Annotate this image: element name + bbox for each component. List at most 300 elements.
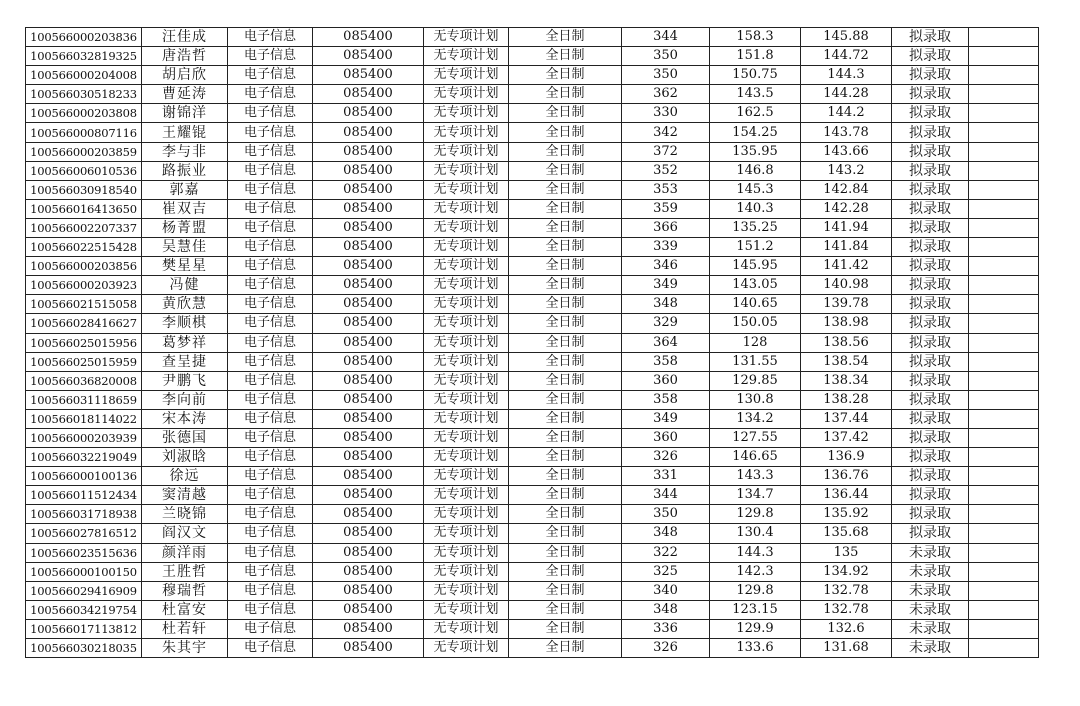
plan-cell: 无专项计划 bbox=[424, 524, 509, 543]
status-cell: 拟录取 bbox=[892, 104, 969, 123]
total-score-cell: 134.92 bbox=[801, 562, 892, 581]
study-mode-cell: 全日制 bbox=[509, 639, 622, 658]
table-row bbox=[26, 543, 1039, 562]
name-cell: 朱其宇 bbox=[142, 639, 228, 658]
major-code-cell: 085400 bbox=[313, 47, 424, 66]
initial-score-cell: 346 bbox=[622, 257, 710, 276]
major-cell: 电子信息 bbox=[228, 28, 313, 47]
retest-score-cell: 131.55 bbox=[710, 352, 801, 371]
major-cell: 电子信息 bbox=[228, 562, 313, 581]
exam-id-cell: 100566000203939 bbox=[26, 428, 142, 447]
exam-id-cell: 100566025015956 bbox=[26, 333, 142, 352]
total-score-cell: 138.54 bbox=[801, 352, 892, 371]
study-mode-cell: 全日制 bbox=[509, 218, 622, 237]
total-score-cell: 144.28 bbox=[801, 85, 892, 104]
retest-score-cell: 143.5 bbox=[710, 85, 801, 104]
note-cell bbox=[969, 161, 1039, 180]
initial-score-cell: 352 bbox=[622, 161, 710, 180]
plan-cell: 无专项计划 bbox=[424, 161, 509, 180]
table-row bbox=[26, 333, 1039, 352]
name-cell: 宋本涛 bbox=[142, 409, 228, 428]
name-cell: 徐远 bbox=[142, 467, 228, 486]
note-cell bbox=[969, 371, 1039, 390]
major-code-cell: 085400 bbox=[313, 639, 424, 658]
major-code-cell: 085400 bbox=[313, 199, 424, 218]
status-cell: 拟录取 bbox=[892, 486, 969, 505]
table-row bbox=[26, 142, 1039, 161]
note-cell bbox=[969, 505, 1039, 524]
name-cell: 李向前 bbox=[142, 390, 228, 409]
major-cell: 电子信息 bbox=[228, 180, 313, 199]
exam-id-cell: 100566028416627 bbox=[26, 314, 142, 333]
note-cell bbox=[969, 199, 1039, 218]
retest-score-cell: 143.3 bbox=[710, 467, 801, 486]
study-mode-cell: 全日制 bbox=[509, 28, 622, 47]
major-cell: 电子信息 bbox=[228, 619, 313, 638]
study-mode-cell: 全日制 bbox=[509, 314, 622, 333]
major-code-cell: 085400 bbox=[313, 562, 424, 581]
exam-id-cell: 100566032219049 bbox=[26, 448, 142, 467]
major-code-cell: 085400 bbox=[313, 238, 424, 257]
total-score-cell: 144.72 bbox=[801, 47, 892, 66]
study-mode-cell: 全日制 bbox=[509, 409, 622, 428]
major-code-cell: 085400 bbox=[313, 352, 424, 371]
note-cell bbox=[969, 180, 1039, 199]
initial-score-cell: 326 bbox=[622, 639, 710, 658]
exam-id-cell: 100566000807116 bbox=[26, 123, 142, 142]
note-cell bbox=[969, 333, 1039, 352]
study-mode-cell: 全日制 bbox=[509, 66, 622, 85]
exam-id-cell: 100566030518233 bbox=[26, 85, 142, 104]
exam-id-cell: 100566032819325 bbox=[26, 47, 142, 66]
total-score-cell: 135.68 bbox=[801, 524, 892, 543]
total-score-cell: 144.2 bbox=[801, 104, 892, 123]
status-cell: 拟录取 bbox=[892, 276, 969, 295]
major-cell: 电子信息 bbox=[228, 85, 313, 104]
note-cell bbox=[969, 142, 1039, 161]
note-cell bbox=[969, 524, 1039, 543]
name-cell: 王耀锟 bbox=[142, 123, 228, 142]
major-cell: 电子信息 bbox=[228, 238, 313, 257]
table-row bbox=[26, 66, 1039, 85]
exam-id-cell: 100566000203808 bbox=[26, 104, 142, 123]
status-cell: 拟录取 bbox=[892, 409, 969, 428]
total-score-cell: 135.92 bbox=[801, 505, 892, 524]
total-score-cell: 137.44 bbox=[801, 409, 892, 428]
plan-cell: 无专项计划 bbox=[424, 448, 509, 467]
total-score-cell: 140.98 bbox=[801, 276, 892, 295]
total-score-cell: 132.6 bbox=[801, 619, 892, 638]
retest-score-cell: 123.15 bbox=[710, 600, 801, 619]
major-code-cell: 085400 bbox=[313, 123, 424, 142]
status-cell: 拟录取 bbox=[892, 123, 969, 142]
total-score-cell: 142.84 bbox=[801, 180, 892, 199]
table-row bbox=[26, 47, 1039, 66]
retest-score-cell: 133.6 bbox=[710, 639, 801, 658]
status-cell: 拟录取 bbox=[892, 333, 969, 352]
plan-cell: 无专项计划 bbox=[424, 486, 509, 505]
initial-score-cell: 331 bbox=[622, 467, 710, 486]
status-cell: 拟录取 bbox=[892, 524, 969, 543]
retest-score-cell: 146.8 bbox=[710, 161, 801, 180]
initial-score-cell: 330 bbox=[622, 104, 710, 123]
exam-id-cell: 100566030218035 bbox=[26, 639, 142, 658]
major-code-cell: 085400 bbox=[313, 295, 424, 314]
name-cell: 樊星星 bbox=[142, 257, 228, 276]
note-cell bbox=[969, 47, 1039, 66]
initial-score-cell: 322 bbox=[622, 543, 710, 562]
study-mode-cell: 全日制 bbox=[509, 142, 622, 161]
exam-id-cell: 100566022515428 bbox=[26, 238, 142, 257]
major-cell: 电子信息 bbox=[228, 600, 313, 619]
total-score-cell: 144.3 bbox=[801, 66, 892, 85]
total-score-cell: 136.44 bbox=[801, 486, 892, 505]
name-cell: 李顺棋 bbox=[142, 314, 228, 333]
plan-cell: 无专项计划 bbox=[424, 409, 509, 428]
name-cell: 查呈捷 bbox=[142, 352, 228, 371]
note-cell bbox=[969, 562, 1039, 581]
plan-cell: 无专项计划 bbox=[424, 619, 509, 638]
initial-score-cell: 344 bbox=[622, 28, 710, 47]
exam-id-cell: 100566021515058 bbox=[26, 295, 142, 314]
major-code-cell: 085400 bbox=[313, 333, 424, 352]
table-row bbox=[26, 218, 1039, 237]
study-mode-cell: 全日制 bbox=[509, 47, 622, 66]
major-code-cell: 085400 bbox=[313, 428, 424, 447]
major-cell: 电子信息 bbox=[228, 257, 313, 276]
name-cell: 李与非 bbox=[142, 142, 228, 161]
name-cell: 郭嘉 bbox=[142, 180, 228, 199]
study-mode-cell: 全日制 bbox=[509, 505, 622, 524]
initial-score-cell: 360 bbox=[622, 428, 710, 447]
study-mode-cell: 全日制 bbox=[509, 238, 622, 257]
retest-score-cell: 127.55 bbox=[710, 428, 801, 447]
major-code-cell: 085400 bbox=[313, 28, 424, 47]
exam-id-cell: 100566034219754 bbox=[26, 600, 142, 619]
study-mode-cell: 全日制 bbox=[509, 104, 622, 123]
retest-score-cell: 143.05 bbox=[710, 276, 801, 295]
note-cell bbox=[969, 28, 1039, 47]
table-row bbox=[26, 295, 1039, 314]
initial-score-cell: 366 bbox=[622, 218, 710, 237]
plan-cell: 无专项计划 bbox=[424, 276, 509, 295]
name-cell: 窦清越 bbox=[142, 486, 228, 505]
name-cell: 杜富安 bbox=[142, 600, 228, 619]
major-code-cell: 085400 bbox=[313, 218, 424, 237]
retest-score-cell: 129.8 bbox=[710, 581, 801, 600]
plan-cell: 无专项计划 bbox=[424, 390, 509, 409]
retest-score-cell: 146.65 bbox=[710, 448, 801, 467]
name-cell: 王胜哲 bbox=[142, 562, 228, 581]
name-cell: 杜若轩 bbox=[142, 619, 228, 638]
major-code-cell: 085400 bbox=[313, 581, 424, 600]
name-cell: 唐浩哲 bbox=[142, 47, 228, 66]
status-cell: 未录取 bbox=[892, 619, 969, 638]
plan-cell: 无专项计划 bbox=[424, 142, 509, 161]
major-code-cell: 085400 bbox=[313, 85, 424, 104]
status-cell: 拟录取 bbox=[892, 238, 969, 257]
status-cell: 未录取 bbox=[892, 600, 969, 619]
plan-cell: 无专项计划 bbox=[424, 199, 509, 218]
table-row bbox=[26, 104, 1039, 123]
plan-cell: 无专项计划 bbox=[424, 562, 509, 581]
retest-score-cell: 130.8 bbox=[710, 390, 801, 409]
table-row bbox=[26, 524, 1039, 543]
study-mode-cell: 全日制 bbox=[509, 123, 622, 142]
total-score-cell: 135 bbox=[801, 543, 892, 562]
major-code-cell: 085400 bbox=[313, 543, 424, 562]
table-row bbox=[26, 467, 1039, 486]
table-body bbox=[26, 28, 1039, 658]
note-cell bbox=[969, 352, 1039, 371]
note-cell bbox=[969, 123, 1039, 142]
major-code-cell: 085400 bbox=[313, 467, 424, 486]
note-cell bbox=[969, 218, 1039, 237]
major-code-cell: 085400 bbox=[313, 619, 424, 638]
retest-score-cell: 144.3 bbox=[710, 543, 801, 562]
exam-id-cell: 100566002207337 bbox=[26, 218, 142, 237]
exam-id-cell: 100566027816512 bbox=[26, 524, 142, 543]
exam-id-cell: 100566030918540 bbox=[26, 180, 142, 199]
name-cell: 汪佳成 bbox=[142, 28, 228, 47]
retest-score-cell: 151.8 bbox=[710, 47, 801, 66]
major-code-cell: 085400 bbox=[313, 276, 424, 295]
plan-cell: 无专项计划 bbox=[424, 47, 509, 66]
plan-cell: 无专项计划 bbox=[424, 371, 509, 390]
name-cell: 阎汉文 bbox=[142, 524, 228, 543]
study-mode-cell: 全日制 bbox=[509, 448, 622, 467]
plan-cell: 无专项计划 bbox=[424, 180, 509, 199]
major-code-cell: 085400 bbox=[313, 371, 424, 390]
name-cell: 兰晓锦 bbox=[142, 505, 228, 524]
table-row bbox=[26, 257, 1039, 276]
initial-score-cell: 339 bbox=[622, 238, 710, 257]
exam-id-cell: 100566029416909 bbox=[26, 581, 142, 600]
major-cell: 电子信息 bbox=[228, 543, 313, 562]
study-mode-cell: 全日制 bbox=[509, 467, 622, 486]
table-row bbox=[26, 581, 1039, 600]
table-row bbox=[26, 199, 1039, 218]
study-mode-cell: 全日制 bbox=[509, 352, 622, 371]
major-code-cell: 085400 bbox=[313, 257, 424, 276]
table-row bbox=[26, 352, 1039, 371]
study-mode-cell: 全日制 bbox=[509, 180, 622, 199]
major-cell: 电子信息 bbox=[228, 199, 313, 218]
note-cell bbox=[969, 390, 1039, 409]
major-cell: 电子信息 bbox=[228, 524, 313, 543]
note-cell bbox=[969, 238, 1039, 257]
exam-id-cell: 100566018114022 bbox=[26, 409, 142, 428]
retest-score-cell: 134.7 bbox=[710, 486, 801, 505]
total-score-cell: 143.78 bbox=[801, 123, 892, 142]
table-row bbox=[26, 85, 1039, 104]
retest-score-cell: 154.25 bbox=[710, 123, 801, 142]
exam-id-cell: 100566011512434 bbox=[26, 486, 142, 505]
major-cell: 电子信息 bbox=[228, 428, 313, 447]
name-cell: 冯健 bbox=[142, 276, 228, 295]
note-cell bbox=[969, 543, 1039, 562]
name-cell: 谢锦洋 bbox=[142, 104, 228, 123]
study-mode-cell: 全日制 bbox=[509, 581, 622, 600]
exam-id-cell: 100566000100150 bbox=[26, 562, 142, 581]
initial-score-cell: 358 bbox=[622, 352, 710, 371]
major-cell: 电子信息 bbox=[228, 66, 313, 85]
initial-score-cell: 349 bbox=[622, 409, 710, 428]
note-cell bbox=[969, 295, 1039, 314]
major-cell: 电子信息 bbox=[228, 47, 313, 66]
plan-cell: 无专项计划 bbox=[424, 257, 509, 276]
note-cell bbox=[969, 314, 1039, 333]
status-cell: 拟录取 bbox=[892, 199, 969, 218]
name-cell: 刘淑晗 bbox=[142, 448, 228, 467]
total-score-cell: 141.94 bbox=[801, 218, 892, 237]
study-mode-cell: 全日制 bbox=[509, 619, 622, 638]
status-cell: 拟录取 bbox=[892, 218, 969, 237]
name-cell: 曹延涛 bbox=[142, 85, 228, 104]
major-cell: 电子信息 bbox=[228, 295, 313, 314]
total-score-cell: 132.78 bbox=[801, 600, 892, 619]
study-mode-cell: 全日制 bbox=[509, 390, 622, 409]
status-cell: 拟录取 bbox=[892, 161, 969, 180]
major-cell: 电子信息 bbox=[228, 352, 313, 371]
table-row bbox=[26, 371, 1039, 390]
study-mode-cell: 全日制 bbox=[509, 199, 622, 218]
total-score-cell: 142.28 bbox=[801, 199, 892, 218]
retest-score-cell: 129.85 bbox=[710, 371, 801, 390]
plan-cell: 无专项计划 bbox=[424, 28, 509, 47]
note-cell bbox=[969, 467, 1039, 486]
name-cell: 张德国 bbox=[142, 428, 228, 447]
name-cell: 颜洋雨 bbox=[142, 543, 228, 562]
total-score-cell: 143.2 bbox=[801, 161, 892, 180]
retest-score-cell: 145.95 bbox=[710, 257, 801, 276]
major-cell: 电子信息 bbox=[228, 276, 313, 295]
status-cell: 拟录取 bbox=[892, 352, 969, 371]
major-cell: 电子信息 bbox=[228, 486, 313, 505]
major-code-cell: 085400 bbox=[313, 486, 424, 505]
plan-cell: 无专项计划 bbox=[424, 639, 509, 658]
plan-cell: 无专项计划 bbox=[424, 352, 509, 371]
total-score-cell: 138.56 bbox=[801, 333, 892, 352]
initial-score-cell: 340 bbox=[622, 581, 710, 600]
status-cell: 拟录取 bbox=[892, 142, 969, 161]
major-code-cell: 085400 bbox=[313, 314, 424, 333]
study-mode-cell: 全日制 bbox=[509, 333, 622, 352]
plan-cell: 无专项计划 bbox=[424, 123, 509, 142]
initial-score-cell: 350 bbox=[622, 505, 710, 524]
table-row bbox=[26, 123, 1039, 142]
plan-cell: 无专项计划 bbox=[424, 314, 509, 333]
note-cell bbox=[969, 276, 1039, 295]
table-row bbox=[26, 276, 1039, 295]
plan-cell: 无专项计划 bbox=[424, 238, 509, 257]
major-cell: 电子信息 bbox=[228, 142, 313, 161]
major-cell: 电子信息 bbox=[228, 161, 313, 180]
plan-cell: 无专项计划 bbox=[424, 218, 509, 237]
exam-id-cell: 100566006010536 bbox=[26, 161, 142, 180]
status-cell: 拟录取 bbox=[892, 314, 969, 333]
major-cell: 电子信息 bbox=[228, 409, 313, 428]
note-cell bbox=[969, 600, 1039, 619]
plan-cell: 无专项计划 bbox=[424, 505, 509, 524]
study-mode-cell: 全日制 bbox=[509, 257, 622, 276]
exam-id-cell: 100566000203859 bbox=[26, 142, 142, 161]
initial-score-cell: 326 bbox=[622, 448, 710, 467]
initial-score-cell: 353 bbox=[622, 180, 710, 199]
exam-id-cell: 100566023515636 bbox=[26, 543, 142, 562]
status-cell: 拟录取 bbox=[892, 467, 969, 486]
table-row bbox=[26, 314, 1039, 333]
exam-id-cell: 100566000100136 bbox=[26, 467, 142, 486]
retest-score-cell: 150.05 bbox=[710, 314, 801, 333]
plan-cell: 无专项计划 bbox=[424, 104, 509, 123]
major-cell: 电子信息 bbox=[228, 314, 313, 333]
note-cell bbox=[969, 104, 1039, 123]
table-row bbox=[26, 562, 1039, 581]
exam-id-cell: 100566031718938 bbox=[26, 505, 142, 524]
table-row bbox=[26, 409, 1039, 428]
retest-score-cell: 145.3 bbox=[710, 180, 801, 199]
note-cell bbox=[969, 448, 1039, 467]
note-cell bbox=[969, 85, 1039, 104]
name-cell: 吴慧佳 bbox=[142, 238, 228, 257]
retest-score-cell: 142.3 bbox=[710, 562, 801, 581]
major-cell: 电子信息 bbox=[228, 218, 313, 237]
retest-score-cell: 134.2 bbox=[710, 409, 801, 428]
study-mode-cell: 全日制 bbox=[509, 428, 622, 447]
retest-score-cell: 128 bbox=[710, 333, 801, 352]
total-score-cell: 138.34 bbox=[801, 371, 892, 390]
status-cell: 拟录取 bbox=[892, 390, 969, 409]
retest-score-cell: 130.4 bbox=[710, 524, 801, 543]
total-score-cell: 131.68 bbox=[801, 639, 892, 658]
initial-score-cell: 329 bbox=[622, 314, 710, 333]
exam-id-cell: 100566000203856 bbox=[26, 257, 142, 276]
initial-score-cell: 348 bbox=[622, 600, 710, 619]
note-cell bbox=[969, 639, 1039, 658]
note-cell bbox=[969, 581, 1039, 600]
status-cell: 拟录取 bbox=[892, 47, 969, 66]
note-cell bbox=[969, 66, 1039, 85]
initial-score-cell: 348 bbox=[622, 295, 710, 314]
table-row bbox=[26, 448, 1039, 467]
table-row bbox=[26, 505, 1039, 524]
status-cell: 未录取 bbox=[892, 581, 969, 600]
name-cell: 尹鹏飞 bbox=[142, 371, 228, 390]
initial-score-cell: 360 bbox=[622, 371, 710, 390]
initial-score-cell: 359 bbox=[622, 199, 710, 218]
exam-id-cell: 100566016413650 bbox=[26, 199, 142, 218]
study-mode-cell: 全日制 bbox=[509, 371, 622, 390]
plan-cell: 无专项计划 bbox=[424, 600, 509, 619]
plan-cell: 无专项计划 bbox=[424, 428, 509, 447]
total-score-cell: 143.66 bbox=[801, 142, 892, 161]
major-cell: 电子信息 bbox=[228, 505, 313, 524]
status-cell: 拟录取 bbox=[892, 66, 969, 85]
total-score-cell: 138.28 bbox=[801, 390, 892, 409]
study-mode-cell: 全日制 bbox=[509, 276, 622, 295]
major-code-cell: 085400 bbox=[313, 505, 424, 524]
study-mode-cell: 全日制 bbox=[509, 543, 622, 562]
exam-id-cell: 100566031118659 bbox=[26, 390, 142, 409]
table-row bbox=[26, 600, 1039, 619]
name-cell: 崔双吉 bbox=[142, 199, 228, 218]
status-cell: 拟录取 bbox=[892, 448, 969, 467]
major-cell: 电子信息 bbox=[228, 104, 313, 123]
retest-score-cell: 129.8 bbox=[710, 505, 801, 524]
retest-score-cell: 135.95 bbox=[710, 142, 801, 161]
table-row bbox=[26, 428, 1039, 447]
